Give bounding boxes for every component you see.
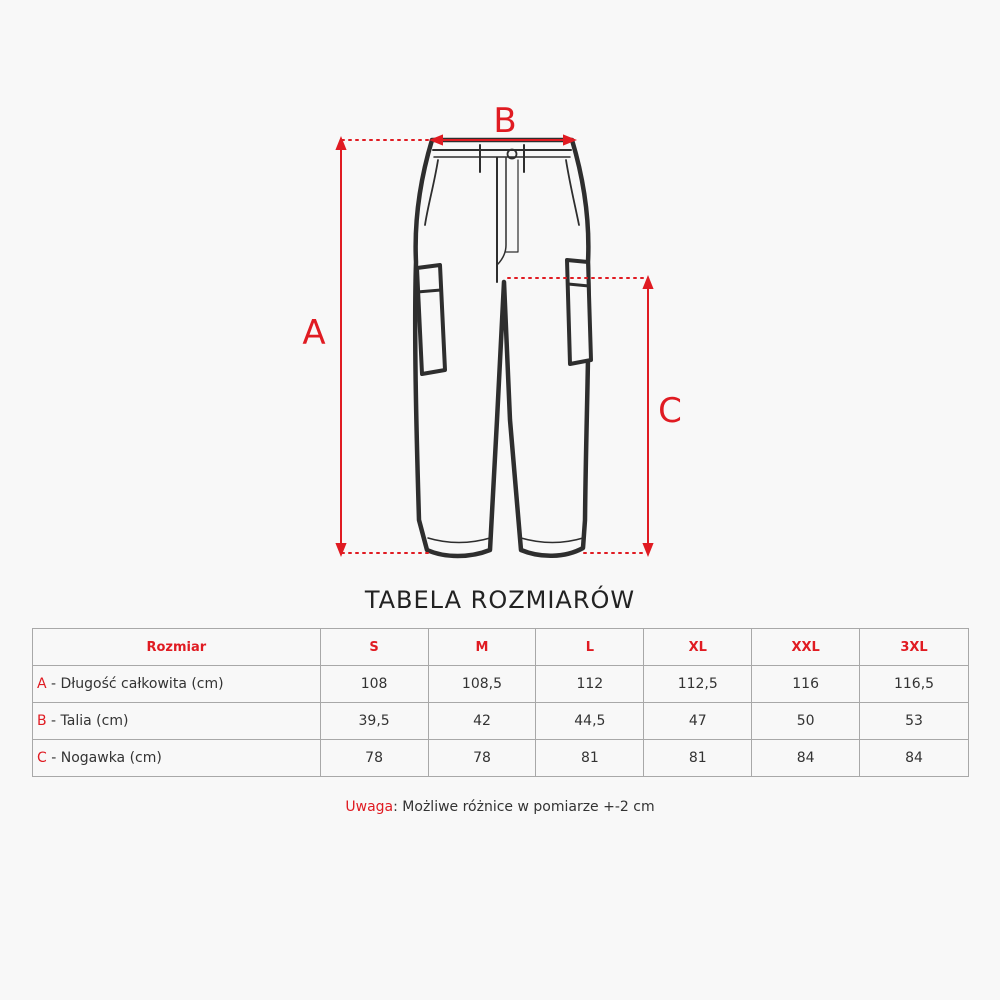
row-label-length <box>33 666 321 703</box>
table-cell: 39,5 <box>320 703 428 740</box>
table-cell: 44,5 <box>536 703 644 740</box>
table-cell: 108,5 <box>428 666 536 703</box>
header-size-xl: XL <box>644 629 752 666</box>
row-label-inseam <box>33 740 321 777</box>
table-cell: 81 <box>644 740 752 777</box>
right-cargo-flap <box>568 284 589 286</box>
dimension-c-label: C <box>658 391 682 431</box>
right-cargo-pocket <box>567 260 591 364</box>
measurement-note <box>0 799 1000 815</box>
dimension-a <box>302 140 430 553</box>
row-letter: B <box>37 713 47 729</box>
dimension-b-label: B <box>493 101 517 141</box>
table-cell: 112,5 <box>644 666 752 703</box>
row-label-text: - Długość całkowita (cm) <box>46 676 224 692</box>
table-cell: 108 <box>320 666 428 703</box>
table-cell: 84 <box>860 740 969 777</box>
note-label: Uwaga <box>345 799 394 815</box>
header-size-m: M <box>428 629 536 666</box>
table-cell: 78 <box>320 740 428 777</box>
header-size-l: L <box>536 629 644 666</box>
row-letter: A <box>37 676 47 692</box>
cargo-trousers-drawing <box>415 140 591 556</box>
table-cell: 47 <box>644 703 752 740</box>
table-cell: 81 <box>536 740 644 777</box>
header-size-label: Rozmiar <box>33 629 321 666</box>
row-label-text: - Talia (cm) <box>46 713 129 729</box>
table-row <box>33 666 969 703</box>
left-cargo-flap <box>417 290 441 292</box>
table-row <box>33 740 969 777</box>
header-size-xxl: XXL <box>752 629 860 666</box>
table-cell: 42 <box>428 703 536 740</box>
header-size-s: S <box>320 629 428 666</box>
table-cell: 116 <box>752 666 860 703</box>
note-text: : Możliwe różnice w pomiarze +-2 cm <box>393 799 655 815</box>
row-label-text: - Nogawka (cm) <box>46 750 162 766</box>
table-cell: 112 <box>536 666 644 703</box>
table-cell: 53 <box>860 703 969 740</box>
left-cargo-pocket <box>417 265 445 374</box>
table-cell: 78 <box>428 740 536 777</box>
table-cell: 50 <box>752 703 860 740</box>
header-size-3xl: 3XL <box>860 629 969 666</box>
table-cell: 84 <box>752 740 860 777</box>
size-table <box>32 628 969 777</box>
row-label-waist <box>33 703 321 740</box>
table-header-row <box>33 629 969 666</box>
table-cell: 116,5 <box>860 666 969 703</box>
dimension-a-label: A <box>302 313 326 353</box>
dimension-b <box>436 101 570 141</box>
size-table-title: TABELA ROZMIARÓW <box>364 586 636 614</box>
table-row <box>33 703 969 740</box>
row-letter: C <box>37 750 47 766</box>
